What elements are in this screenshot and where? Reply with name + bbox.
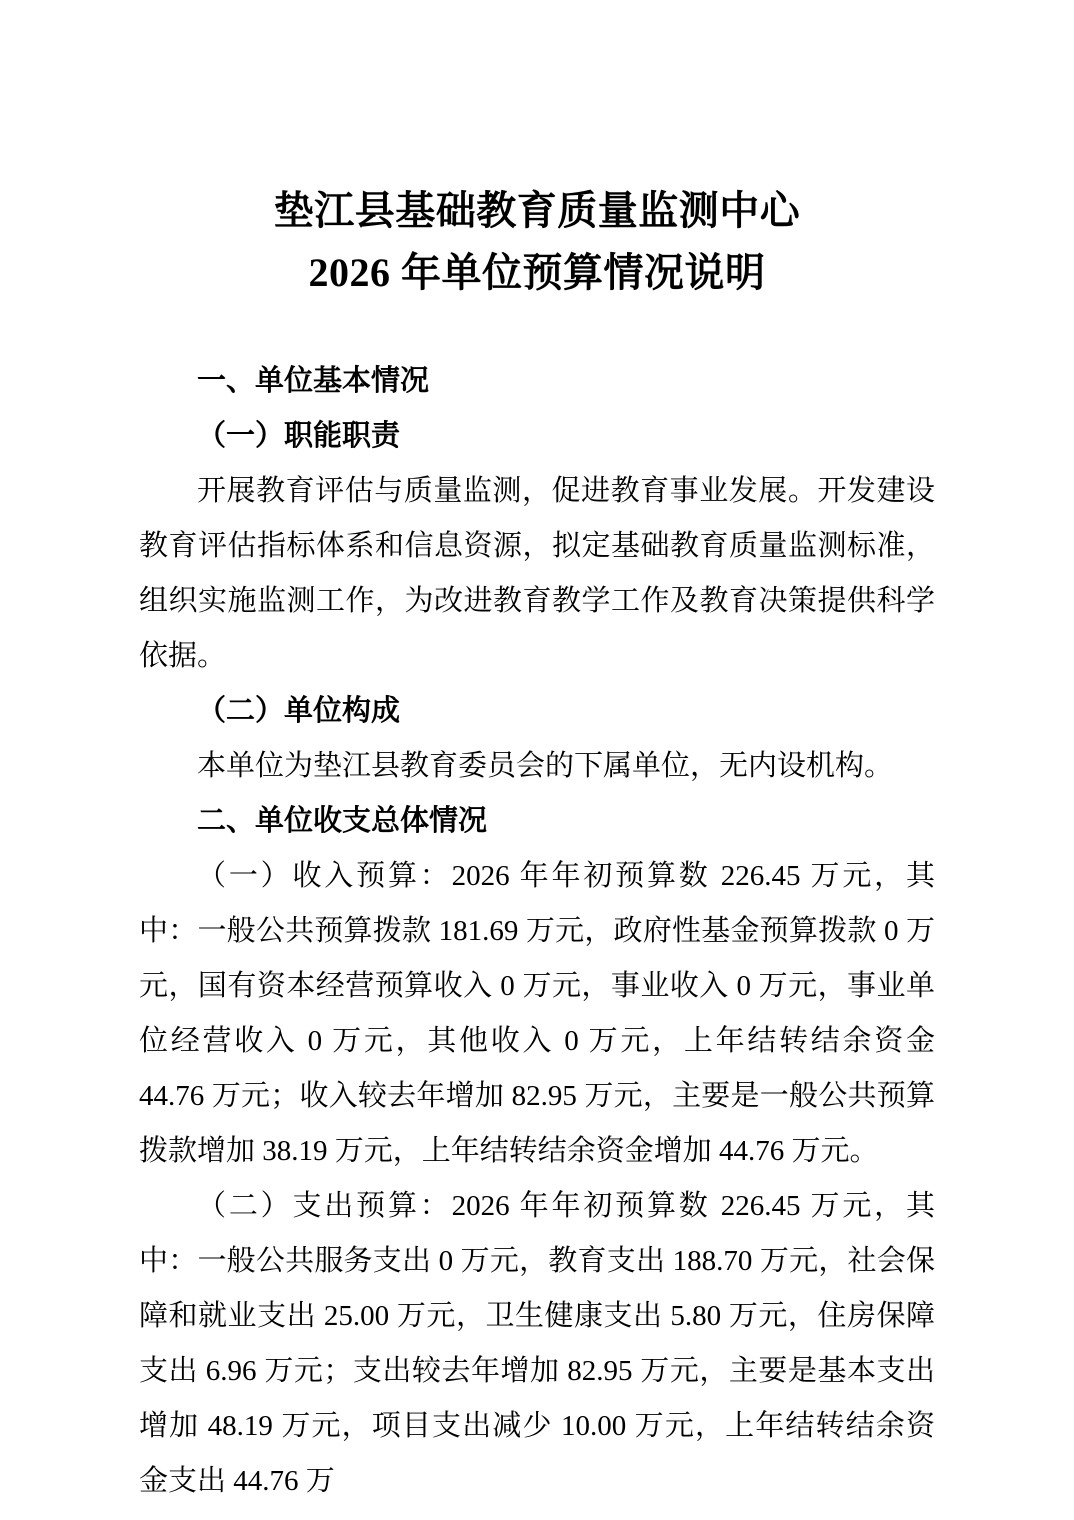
section-heading-revenue-expenditure: 二、单位收支总体情况 bbox=[197, 805, 488, 837]
paragraph-duties: 开展教育评估与质量监测，促进教育事业发展。开发建设教育评估指标体系和信息资源，拟定基础教育质量监测标准，组织实施监测工作，为改进教育教学工作及教育决策提供科学依据。 bbox=[139, 475, 935, 672]
document-title-line-2: 2026 年单位预算情况说明 bbox=[308, 250, 766, 295]
paragraph-expenditure-budget: （二）支出预算：2026 年年初预算数 226.45 万元，其中：一般公共服务支出 0 万元，教育支出 188.70 万元，社会保障和就业支出 25.00 万元，卫生健康支出 5.80 万元，住房保障支出 6.96 万元；支出较去年增加 82.95 万元，主要是基本支出增加 48.19 万元，项目支出减少 10.00 万元，上年结转结余资金支出 44.76 万 bbox=[139, 1190, 935, 1497]
subsection-heading-duties: （一）职能职责 bbox=[197, 420, 401, 452]
document-title bbox=[139, 180, 935, 304]
paragraph-income-budget: （一）收入预算：2026 年年初预算数 226.45 万元，其中：一般公共预算拨款 181.69 万元，政府性基金预算拨款 0 万元，国有资本经营预算收入 0 万元，事业收入 0 万元，事业单位经营收入 0 万元，其他收入 0 万元，上年结转结余资金 44.76 万元；收入较去年增加 82.95 万元，主要是一般公共预算拨款增加 38.19 万元，上年结转结余资金增加 44.76 万元。 bbox=[139, 860, 935, 1167]
section-heading-basic-info: 一、单位基本情况 bbox=[197, 365, 430, 397]
paragraph-composition: 本单位为垫江县教育委员会的下属单位，无内设机构。 bbox=[197, 750, 894, 782]
subsection-heading-composition: （二）单位构成 bbox=[197, 695, 401, 727]
document-title-line-1: 垫江县基础教育质量监测中心 bbox=[273, 188, 801, 233]
